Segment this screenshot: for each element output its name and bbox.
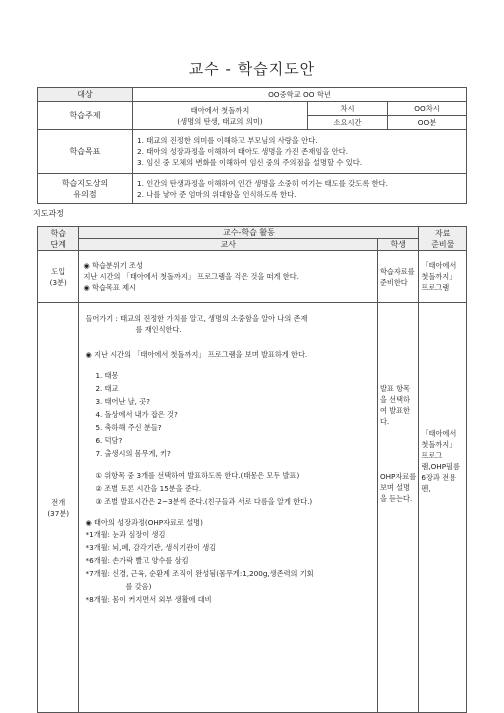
- intro-stage-line2: (3분): [49, 277, 67, 287]
- goal-list: [133, 130, 467, 174]
- target-value: OO중학교 OO 학년: [133, 88, 467, 102]
- lesson-table: [37, 226, 467, 713]
- dev-stage-line1: 전개: [51, 497, 66, 507]
- col-student: 학생: [377, 239, 418, 251]
- dev-lead: 를 재인식한다.: [135, 325, 182, 334]
- period-label: 차시: [308, 102, 388, 116]
- col-stage: [38, 227, 79, 251]
- growth-item: *6개월: 손가락 빨고 양수를 삼킴: [85, 556, 189, 565]
- rule-item: ③ 조별 발표시간은 2~3분씩 준다.(친구들과 서로 다름을 알게 한다.): [95, 497, 313, 506]
- topic-value: [133, 102, 308, 130]
- col-material: [419, 227, 467, 251]
- rule-list: [85, 469, 372, 508]
- intro-teacher: [79, 251, 377, 303]
- note-list: [133, 174, 467, 204]
- intro-material: 「태아에서 첫돌까지」 프로그램: [419, 251, 467, 303]
- col-material-line1: 자료: [434, 228, 451, 238]
- intro-line: ◉ 학습분위기 조성: [83, 261, 143, 270]
- growth-item: 를 갖음): [125, 582, 152, 591]
- growth-item: *8개월: 몸이 커지면서 외부 생활에 대비: [85, 595, 212, 604]
- growth-item: *1개월: 눈과 심장이 생김: [85, 530, 166, 539]
- target-label: 대상: [38, 88, 133, 102]
- section-label: 지도과정: [33, 209, 64, 218]
- note-label: [38, 174, 133, 204]
- list-item: 4. 돌상에서 내가 잡은 것?: [95, 410, 178, 419]
- growth-item: *3개월: 뇌,폐, 감각기관, 생식기관이 생김: [85, 543, 217, 552]
- col-stage-line2: 단계: [50, 239, 66, 249]
- dev-teacher: [79, 303, 377, 713]
- col-stage-line1: 학습: [50, 228, 66, 238]
- period-value: OO차시: [388, 102, 467, 116]
- info-table: [37, 87, 467, 204]
- goal-item: 2. 태아의 성장과정을 이해하여 태아도 생명을 가진 존재임을 안다.: [137, 147, 349, 156]
- dev-stage: [38, 303, 79, 713]
- dev-lead: 들어가기 : 태교의 진정한 가치를 알고, 생명의 소중함을 알아 나의 존재: [85, 314, 308, 323]
- note-label-line1: 학습지도상의: [61, 178, 109, 188]
- dev-heading: ◉ 지난 시간의 「태아에서 첫돌까지」 프로그램을 보며 발표하게 한다.: [85, 350, 308, 359]
- dev-stage-line2: (37분): [47, 508, 70, 518]
- list-item: 2. 태교: [95, 384, 119, 393]
- dev-heading: ◉ 태아의 성장과정(OHP자료로 설명): [85, 518, 203, 527]
- note-item: 1. 인간의 탄생과정을 이해하여 인간 생명을 소중히 여기는 태도를 갖도록 한다.: [137, 178, 388, 188]
- topic-line2: (생명의 탄생, 태교의 의미): [177, 116, 263, 126]
- goal-item: 3. 임신 중 모체의 변화를 이해하여 임신 중의 주의점을 설명할 수 있다.: [137, 158, 363, 167]
- intro-line: 지난 시간의 「태아에서 첫돌까지」 프로그램을 걱은 것을 떠게 한다.: [83, 272, 299, 281]
- goal-label: 학습목표: [38, 130, 133, 174]
- dev-student-2: OHP자료를 보며 설명을 듣는다.: [379, 472, 417, 503]
- list-item: 7. 출생시의 몸무게, 키?: [95, 449, 171, 458]
- growth-list: [85, 528, 372, 606]
- col-material-line2: 준비물: [431, 239, 455, 249]
- growth-item: *7개월: 신경, 근육, 순환계 조직이 완성됨(몸무게:1,200g,생존력의 기회: [85, 569, 314, 578]
- list-item: 6. 덕담?: [95, 436, 123, 445]
- list-item: 1. 태몽: [95, 371, 119, 380]
- topic-line1: 태아에서 첫돌까지: [190, 105, 250, 115]
- list-item: 3. 태어난 날, 곳?: [95, 397, 150, 406]
- intro-student: 학습자료를 준비한다: [377, 251, 418, 303]
- item-list: [85, 369, 372, 460]
- rule-item: ② 조별 토론 시간을 15분을 준다.: [95, 484, 202, 493]
- col-activity: 교수-학습 활동: [79, 227, 419, 239]
- dev-student-1: 발표 항목을 선택하여 발표한다.: [379, 384, 410, 426]
- page-title: 교수 - 학습지도안: [188, 60, 316, 78]
- dev-student: [377, 303, 418, 713]
- goal-item: 1. 태교의 진정한 의미를 이해하고 부모님의 사랑을 안다.: [137, 136, 318, 145]
- note-label-line2: 유의점: [73, 189, 97, 199]
- list-item: 5. 축하해 주신 분들?: [95, 423, 162, 432]
- time-label: 소요시간: [308, 116, 388, 130]
- time-value: OO분: [388, 116, 467, 130]
- col-teacher: 교사: [79, 239, 377, 251]
- note-item: 2. 나를 낳아 준 엄마의 위대함을 인식하도록 한다.: [137, 189, 297, 199]
- intro-stage-line1: 도입: [51, 266, 66, 276]
- dev-material: 「태아에서 첫돌까지」 프로그램,OHP필름6장과 전용 펜,: [419, 303, 467, 713]
- topic-label: 학습주제: [38, 102, 133, 130]
- rule-item: ① 위항목 중 3개를 선택하여 발표하도록 한다.(태몽은 모두 발표): [95, 471, 300, 480]
- intro-line: ◉ 학습목표 제시: [83, 283, 136, 292]
- intro-stage: [38, 251, 79, 303]
